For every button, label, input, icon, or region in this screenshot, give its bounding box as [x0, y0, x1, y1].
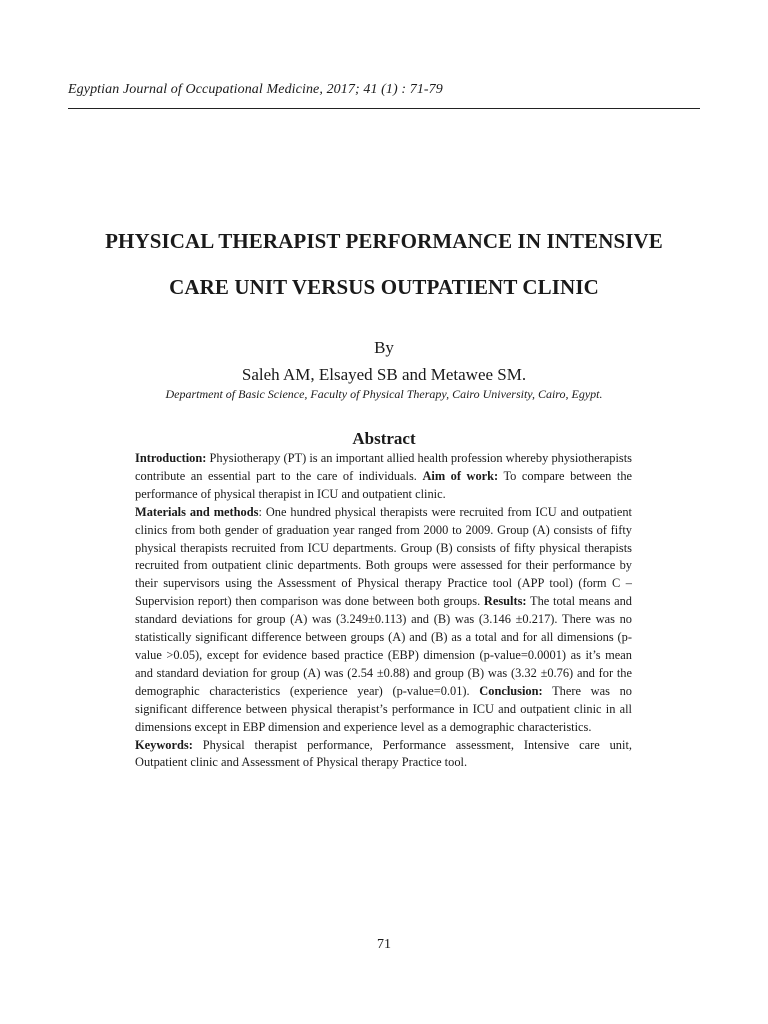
- abstract-body: [135, 450, 632, 772]
- article-title-line-2: CARE UNIT VERSUS OUTPATIENT CLINIC: [169, 275, 599, 299]
- page-number: 71: [377, 937, 391, 952]
- conclusion-text: There was no significant difference between physical therapist’s performance in ICU and outpatient clinic in all dimensions except in EBP dimension and experience level as a demographic characteristics.: [135, 683, 632, 734]
- abstract-heading: Abstract: [352, 429, 416, 448]
- methods-label: Materials and methods: [135, 504, 259, 519]
- affiliation: Department of Basic Science, Faculty of Physical Therapy, Cairo University, Cairo, Egypt.: [165, 387, 603, 401]
- aim-label: Aim of work:: [422, 468, 499, 483]
- results-text: The total means and standard deviations for group (A) was (3.249±0.113) and (B) was (3.146 ±0.217). There was no statistically significant difference between groups (A) and (B) as a total and for all dimensions (p-value >0.05), except for evidence based practice (EBP) dimension (p-value=0.0001) as it’s mean and standard deviation for group (A) was (2.54 ±0.88) and group (B) was (3.32 ±0.76) and for the demographic characteristics (experience year) (p-value=0.01).: [135, 594, 632, 698]
- journal-header: Egyptian Journal of Occupational Medicine, 2017; 41 (1) : 71-79: [68, 82, 443, 97]
- authors: Saleh AM, Elsayed SB and Metawee SM.: [241, 365, 527, 384]
- keywords-text: Physical therapist performance, Performance assessment, Intensive care unit, Outpatient clinic and Assessment of Physical therapy Practice tool.: [135, 737, 632, 770]
- keywords-label: Keywords:: [135, 737, 193, 752]
- article-title-line-1: PHYSICAL THERAPIST PERFORMANCE IN INTENSIVE: [105, 229, 663, 253]
- conclusion-label: Conclusion:: [479, 683, 543, 698]
- abstract-keywords-paragraph: [135, 737, 632, 773]
- abstract-intro-paragraph: [135, 450, 632, 504]
- results-label: Results:: [483, 594, 527, 609]
- introduction-text: Physiotherapy (PT) is an important allied health profession whereby physiotherapists contribute an essential part to the care of individuals.: [135, 451, 632, 483]
- header-rule: [68, 108, 700, 109]
- abstract-methods-paragraph: [135, 504, 632, 737]
- aim-text: To compare between the performance of physical therapist in ICU and outpatient clinic.: [135, 468, 633, 501]
- methods-text: : One hundred physical therapists were recruited from ICU and outpatient clinics from both gender of graduation year ranged from 2000 to 2009. Group (A) consists of fifty physical therapists recruited from ICU departments. Group (B) consists of fifty physical therapists recruited from outpatient clinic departments. Both groups were assessed for their performance by their supervisors using the Assessment of Physical therapy Practice tool (APP tool) (form C – Supervision report) then comparison was done between both groups.: [135, 504, 632, 609]
- introduction-label: Introduction:: [135, 451, 207, 465]
- byline: By: [374, 338, 394, 357]
